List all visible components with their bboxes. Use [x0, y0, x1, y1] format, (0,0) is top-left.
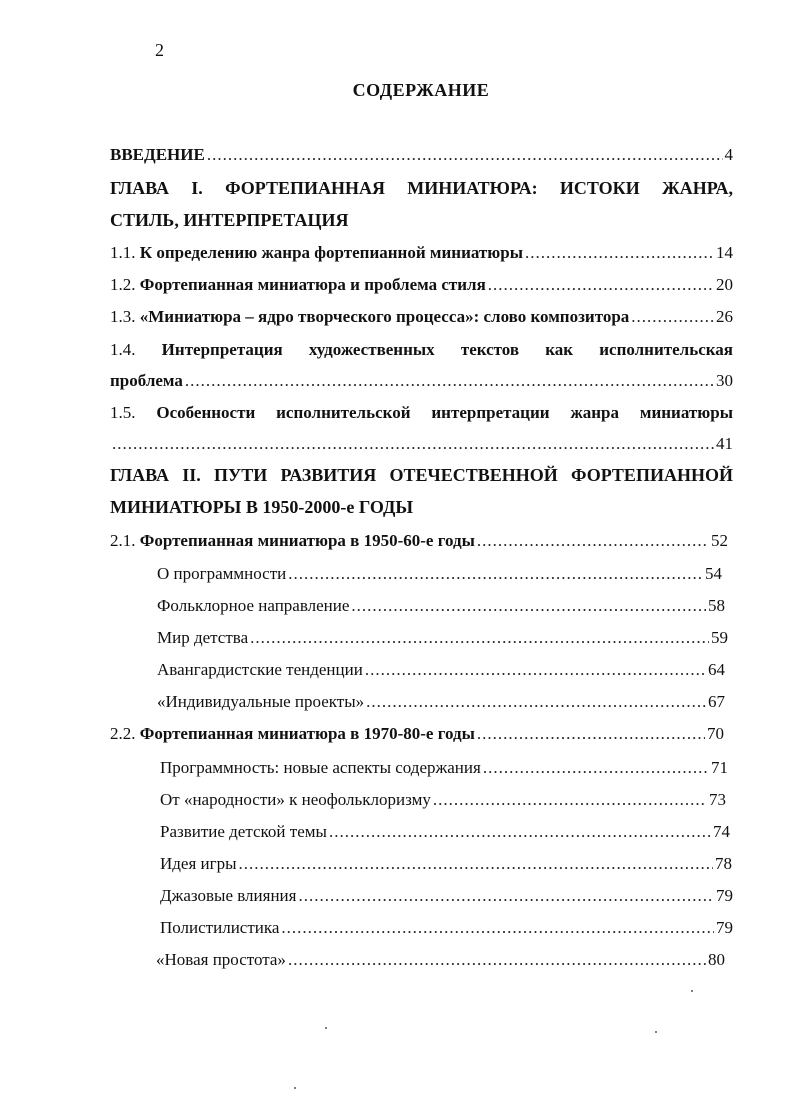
- dot-leader: [185, 371, 714, 391]
- entry-page: 58: [708, 596, 725, 615]
- chapter-1-heading-line1: [110, 178, 733, 199]
- dot-leader: [112, 434, 714, 454]
- dot-leader: [281, 918, 714, 938]
- scan-speck: [655, 1031, 657, 1033]
- dot-leader: [483, 758, 709, 778]
- entry-word: миниатюры: [639, 403, 733, 422]
- toc-subentry[interactable]: [160, 758, 728, 778]
- entry-number: 1.1.: [110, 243, 136, 262]
- toc-subentry[interactable]: [160, 918, 733, 938]
- entry-word: Особенности: [156, 403, 256, 422]
- dot-leader: [631, 307, 714, 327]
- entry-number: 1.3.: [110, 307, 136, 326]
- entry-page: 67: [708, 692, 725, 711]
- entry-title: Развитие детской темы: [160, 822, 327, 841]
- entry-word: художественных: [308, 340, 435, 359]
- chapter-2-heading-line1: [110, 465, 733, 486]
- toc-entry-1-3[interactable]: [110, 307, 733, 327]
- scan-speck: [325, 1027, 327, 1029]
- entry-page: 4: [724, 145, 733, 164]
- entry-title: Фольклорное направление: [157, 596, 350, 615]
- entry-page: 14: [716, 243, 733, 262]
- toc-subentry[interactable]: [157, 564, 722, 584]
- entry-word: жанра: [570, 403, 620, 422]
- entry-number: 1.4.: [110, 340, 136, 359]
- entry-title: Авангардистские тенденции: [157, 660, 363, 679]
- heading-word: ОТЕЧЕСТВЕННОЙ: [389, 465, 558, 485]
- entry-word: исполнительской: [276, 403, 411, 422]
- toc-entry-1-1[interactable]: [110, 243, 733, 263]
- heading-word: ФОРТЕПИАННАЯ: [225, 178, 385, 198]
- heading-word: МИНИАТЮРА:: [407, 178, 538, 198]
- entry-page: 70: [707, 724, 724, 743]
- entry-page: 30: [716, 371, 733, 390]
- toc-entry-intro[interactable]: [110, 145, 733, 165]
- entry-word: Интерпретация: [161, 340, 283, 359]
- entry-page: 73: [709, 790, 726, 809]
- entry-page: 64: [708, 660, 725, 679]
- toc-entry-1-4-line1[interactable]: [110, 340, 733, 360]
- toc-entry-1-4-line2[interactable]: [110, 371, 733, 391]
- heading-word: ФОРТЕПИАННОЙ: [571, 465, 733, 485]
- entry-page: 54: [705, 564, 722, 583]
- entry-title: Джазовые влияния: [160, 886, 297, 905]
- entry-title: «Индивидуальные проекты»: [157, 692, 365, 711]
- entry-title: Программность: новые аспекты содержания: [160, 758, 481, 777]
- heading-word: РАЗВИТИЯ: [280, 465, 377, 485]
- toc-subentry[interactable]: [157, 660, 725, 680]
- scan-speck: [294, 1087, 296, 1089]
- entry-title: Фортепианная миниатюра в 1950-60-е годы: [139, 531, 475, 550]
- dot-leader: [298, 886, 714, 906]
- entry-title: О программности: [157, 564, 287, 583]
- dot-leader: [207, 145, 723, 165]
- entry-title: Фортепианная миниатюра в 1970-80-е годы: [139, 724, 475, 743]
- entry-page: 74: [713, 822, 730, 841]
- toc-entry-1-2[interactable]: [110, 275, 733, 295]
- entry-number: 2.2.: [110, 724, 136, 743]
- dot-leader: [239, 854, 713, 874]
- entry-page: 52: [711, 531, 728, 550]
- dot-leader: [351, 596, 706, 616]
- toc-subentry[interactable]: [156, 950, 725, 970]
- heading-word: ИСТОКИ: [559, 178, 640, 198]
- dot-leader: [433, 790, 707, 810]
- toc-subentry[interactable]: [157, 596, 725, 616]
- toc-subentry[interactable]: [160, 886, 733, 906]
- entry-title: Идея игры: [160, 854, 237, 873]
- dot-leader: [366, 692, 706, 712]
- dot-leader: [288, 564, 703, 584]
- entry-page: 79: [716, 918, 733, 937]
- entry-title: проблема: [110, 371, 183, 390]
- entry-title: Мир детства: [157, 628, 249, 647]
- entry-word: исполнительская: [599, 340, 733, 359]
- entry-number: 2.1.: [110, 531, 136, 550]
- heading-word: II.: [182, 465, 201, 485]
- scan-speck: [691, 990, 693, 992]
- entry-title: «Миниатюра – ядро творческого процесса»: слово композитора: [139, 307, 630, 326]
- page-number: 2: [155, 40, 164, 60]
- heading-word: ГЛАВА: [110, 178, 170, 198]
- toc-subentry[interactable]: [157, 628, 728, 648]
- dot-leader: [477, 531, 709, 551]
- entry-title: Полистилистика: [160, 918, 280, 937]
- toc-subentry[interactable]: [160, 790, 726, 810]
- chapter-1-heading-line2: СТИЛЬ, ИНТЕРПРЕТАЦИЯ: [110, 210, 349, 230]
- toc-entry-2-1[interactable]: [110, 531, 728, 551]
- entry-page: 59: [711, 628, 728, 647]
- entry-title: К определению жанра фортепианной миниатюры: [139, 243, 523, 262]
- chapter-2-heading-line2: МИНИАТЮРЫ В 1950-2000-е ГОДЫ: [110, 497, 414, 517]
- entry-page: 41: [716, 434, 733, 453]
- toc-entry-1-5-line1[interactable]: [110, 403, 733, 423]
- dot-leader: [329, 822, 711, 842]
- toc-subentry[interactable]: [157, 692, 725, 712]
- heading-word: ГЛАВА: [110, 465, 170, 485]
- toc-entry-2-2[interactable]: [110, 724, 724, 744]
- entry-page: 20: [716, 275, 733, 294]
- entry-title: «Новая простота»: [156, 950, 286, 969]
- entry-page: 79: [716, 886, 733, 905]
- toc-entry-1-5-line2[interactable]: [110, 434, 733, 454]
- heading-word: ЖАНРА,: [662, 178, 733, 198]
- entry-title: Фортепианная миниатюра и проблема стиля: [139, 275, 486, 294]
- entry-page: 71: [711, 758, 728, 777]
- toc-title: СОДЕРЖАНИЕ: [352, 80, 490, 100]
- heading-word: I.: [191, 178, 203, 198]
- entry-word: текстов: [460, 340, 520, 359]
- toc-subentry[interactable]: [160, 822, 730, 842]
- dot-leader: [477, 724, 705, 744]
- dot-leader: [525, 243, 714, 263]
- entry-page: 78: [715, 854, 732, 873]
- entry-word: интерпретации: [431, 403, 550, 422]
- entry-number: 1.2.: [110, 275, 136, 294]
- entry-title: ВВЕДЕНИЕ: [110, 145, 205, 164]
- entry-word: как: [545, 340, 574, 359]
- dot-leader: [250, 628, 709, 648]
- dot-leader: [488, 275, 714, 295]
- entry-page: 26: [716, 307, 733, 326]
- heading-word: ПУТИ: [214, 465, 268, 485]
- dot-leader: [288, 950, 706, 970]
- dot-leader: [365, 660, 706, 680]
- toc-subentry[interactable]: [160, 854, 732, 874]
- entry-number: 1.5.: [110, 403, 136, 422]
- entry-title: От «народности» к неофольклоризму: [160, 790, 431, 809]
- entry-page: 80: [708, 950, 725, 969]
